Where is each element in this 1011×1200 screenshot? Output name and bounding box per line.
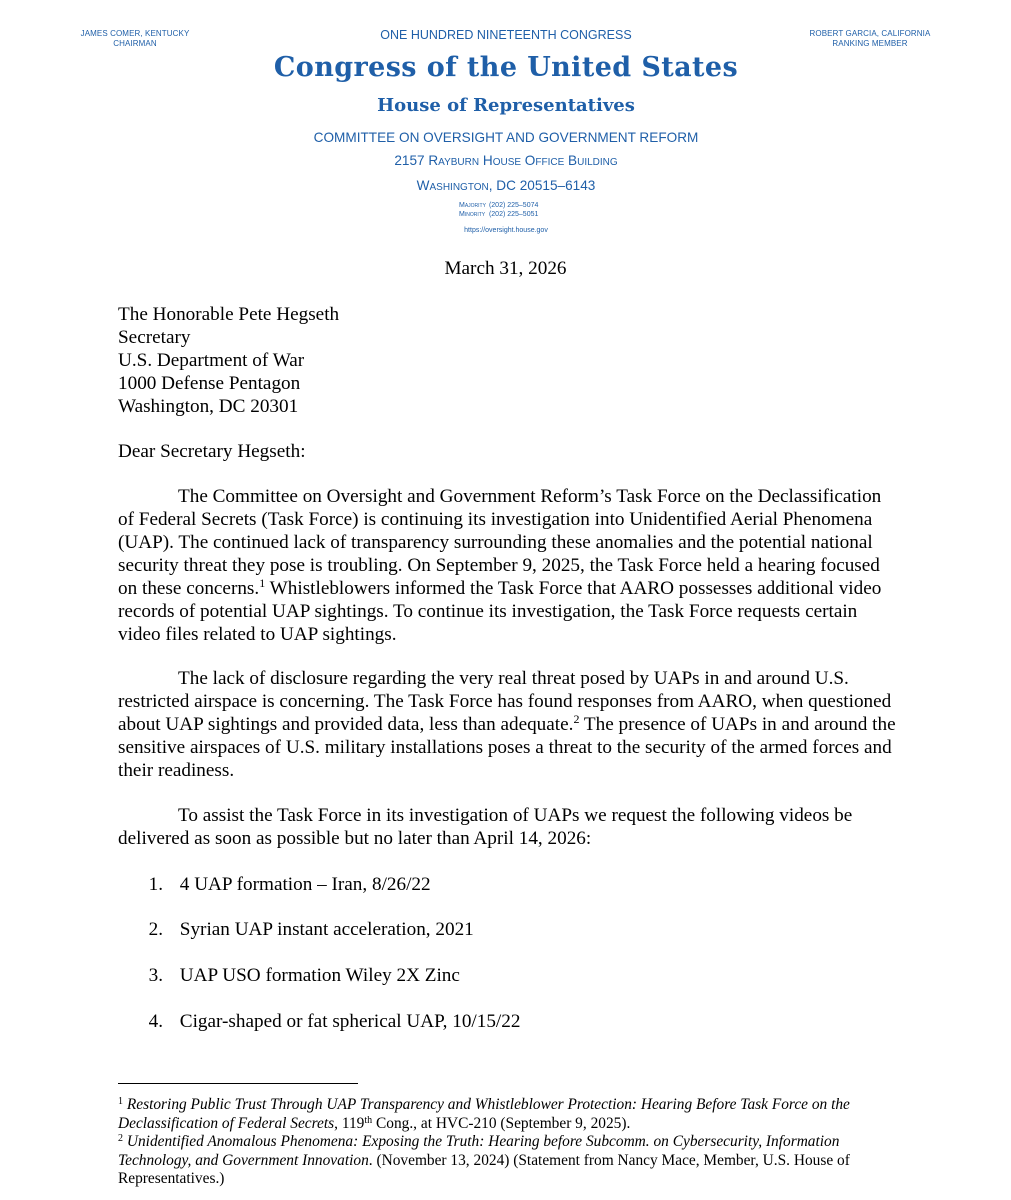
letter-date: March 31, 2026 [444,258,567,279]
majority-label: Majority [459,202,486,209]
footnote-text: . (November 13, 2024) (Statement from Nancy Mace, Member, U.S. House of Representatives.) [118,1151,850,1187]
minority-phone-line [459,210,538,219]
paragraph-text: The Committee on Oversight and Government Reform’s Task Force on the Declassification of Federal Secrets (Task Force) is continuing its investigation into Unidentified Aerial Phenomena (UAP). The continued lack of transparency surrounding these anomalies and the potential national security threat they pose is troubling. On September 9, 2025, the Task Force held a hearing focused on these concerns. [118,486,882,599]
office-city: Washington, DC 20515–6143 [416,178,596,193]
paragraph-2 [118,667,896,782]
recipient-line: U.S. Department of War [118,350,305,371]
list-number: 3. [148,965,163,986]
congress-title: Congress of the United States [273,52,739,83]
footnote-text: , 119 [334,1114,365,1132]
phone-block [459,201,538,219]
chairman-name: JAMES COMER, KENTUCKY [80,29,190,38]
ranking-member-title: RANKING MEMBER [832,39,908,48]
office-building: 2157 Rayburn House Office Building [394,153,618,168]
list-item [133,964,460,987]
website-link[interactable]: https://oversight.house.gov [464,227,548,234]
footnote-text: Cong., at HVC-210 (September 9, 2025). [372,1114,631,1132]
list-number: 2. [148,919,163,940]
footnote-2 [118,1133,908,1189]
list-item [133,873,431,896]
paragraph-text: The presence of UAPs in and around the sensitive airspaces of U.S. military installations poses a threat to the security of the armed forces and their readiness. [118,714,896,781]
footnote-ref: 2 [573,712,580,726]
footnote-ref: 1 [259,576,266,590]
footnote-mark: 1 [118,1096,123,1107]
ranking-member-block [790,29,950,49]
footnote-superscript: th [364,1114,373,1126]
list-text: Syrian UAP instant acceleration, 2021 [179,919,474,940]
minority-label: Minority [459,211,486,218]
list-text: 4 UAP formation – Iran, 8/26/22 [179,874,431,895]
committee-name: COMMITTEE ON OVERSIGHT AND GOVERNMENT REFORM [313,130,699,145]
congress-number: ONE HUNDRED NINETEENTH CONGRESS [380,28,632,42]
list-text: Cigar-shaped or fat spherical UAP, 10/15/22 [179,1011,521,1032]
list-number: 1. [148,874,163,895]
list-item [133,1010,520,1033]
recipient-line: 1000 Defense Pentagon [118,373,301,394]
majority-phone-line [459,201,538,210]
paragraph-text: Whistleblowers informed the Task Force that AARO possesses additional video records of potential UAP sightings. To continue its investigation, the Task Force requests certain video files related to UAP sightings. [118,578,882,645]
house-title: House of Representatives [377,95,635,116]
footnote-title: Unidentified Anomalous Phenomena: Exposing the Truth: Hearing before Subcomm. on Cybersecurity, Information Technology, and Government Innovation [118,1133,840,1169]
paragraph-text: The lack of disclosure regarding the very real threat posed by UAPs in and around U.S. restricted airspace is concerning. The Task Force has found responses from AARO, when questioned about UAP sightings and provided data, less than adequate. [118,668,892,735]
paragraph-3: To assist the Task Force in its investigation of UAPs we request the following videos be delivered as soon as possible but no later than April 14, 2026: [118,805,853,849]
list-text: UAP USO formation Wiley 2X Zinc [179,965,460,986]
list-number: 4. [148,1011,163,1032]
ranking-member-name: ROBERT GARCIA, CALIFORNIA [809,29,931,38]
list-item [133,918,474,941]
footnote-1 [118,1096,908,1133]
footnote-divider [118,1083,358,1084]
minority-phone: (202) 225–5051 [488,211,539,218]
recipient-address [118,303,339,418]
majority-phone: (202) 225–5074 [488,202,539,209]
chairman-block [60,29,210,49]
recipient-line: Secretary [118,327,191,348]
chairman-title: CHAIRMAN [113,39,157,48]
footnote-mark: 2 [118,1133,123,1144]
footnote-title: Restoring Public Trust Through UAP Transparency and Whistleblower Protection: Hearing Before Task Force on the Declassification of Federal Secrets [118,1096,850,1132]
paragraph-1 [118,485,896,646]
recipient-line: Washington, DC 20301 [118,396,299,417]
salutation: Dear Secretary Hegseth: [118,441,306,462]
recipient-line: The Honorable Pete Hegseth [118,304,340,325]
